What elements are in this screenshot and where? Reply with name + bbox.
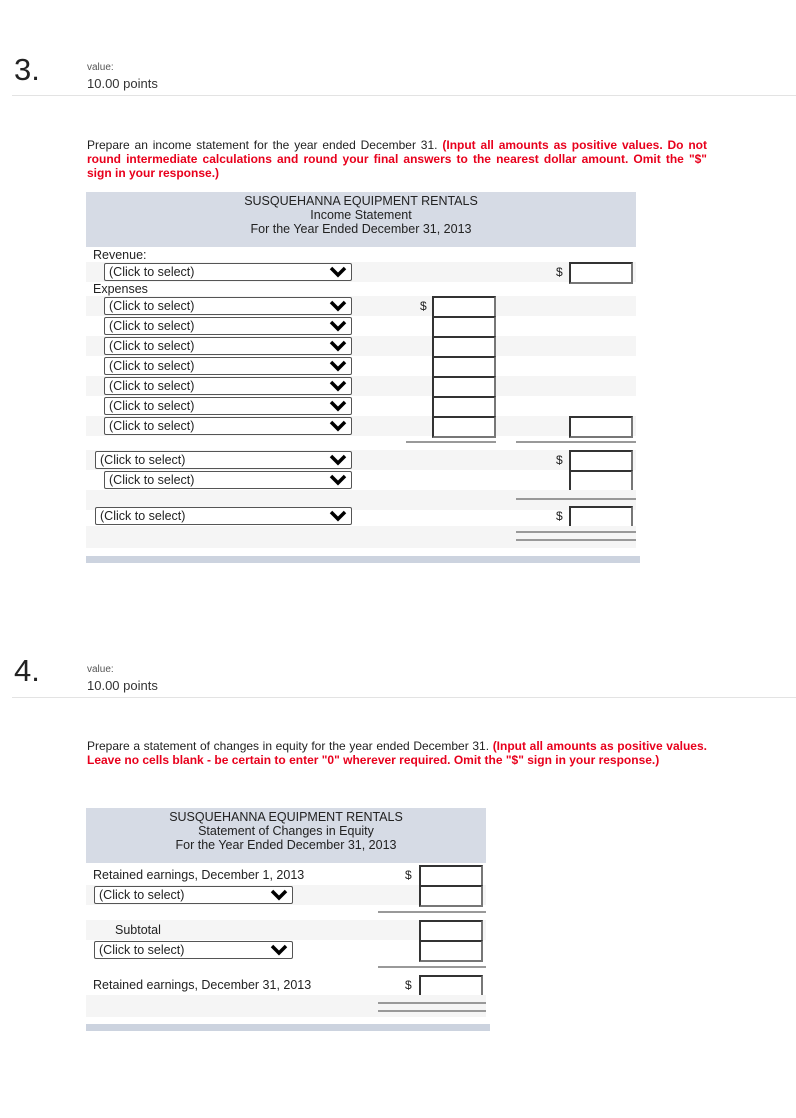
amount-input[interactable] (569, 470, 633, 492)
double-underline (516, 531, 636, 533)
points: 10.00 points (87, 76, 158, 91)
revenue-label: Revenue: (93, 248, 147, 262)
chevron-down-icon (329, 473, 347, 487)
company-name: SUSQUEHANNA EQUIPMENT RENTALS (169, 810, 403, 824)
account-select[interactable] (104, 417, 352, 435)
table-row (86, 995, 486, 1017)
account-select[interactable] (104, 337, 352, 355)
double-underline (516, 539, 636, 541)
select-value: (Click to select) (109, 359, 195, 373)
statement-title: Income Statement (310, 208, 412, 222)
select-value: (Click to select) (100, 509, 186, 523)
question-number: 4. (14, 653, 40, 688)
amount-input[interactable] (432, 296, 496, 318)
account-select[interactable] (94, 886, 293, 904)
chevron-down-icon (329, 399, 347, 413)
dollar-sign: $ (556, 265, 563, 279)
dollar-sign: $ (556, 453, 563, 467)
select-value: (Click to select) (109, 473, 195, 487)
instructions-emphasis: (Input all amounts as positive values. Leave no cells blank - be certain to enter "0" wherever required. Omit the "$" sign in your response.) (87, 739, 707, 767)
amount-input[interactable] (432, 356, 496, 378)
subtotal-label: Subtotal (115, 923, 161, 937)
account-select[interactable] (104, 317, 352, 335)
double-underline (378, 1010, 486, 1012)
account-select[interactable] (104, 377, 352, 395)
select-value: (Click to select) (99, 943, 185, 957)
expenses-label: Expenses (93, 282, 148, 296)
statement-header (86, 808, 486, 863)
amount-input[interactable] (432, 396, 496, 418)
question-number: 3. (14, 52, 40, 87)
dollar-sign: $ (420, 299, 427, 313)
account-select[interactable] (104, 297, 352, 315)
select-value: (Click to select) (109, 299, 195, 313)
points: 10.00 points (87, 678, 158, 693)
chevron-down-icon (329, 265, 347, 279)
select-value: (Click to select) (109, 339, 195, 353)
account-select[interactable] (94, 941, 293, 959)
statement-title: Statement of Changes in Equity (198, 824, 374, 838)
select-value: (Click to select) (109, 419, 195, 433)
amount-input[interactable] (569, 506, 633, 528)
amount-input[interactable] (432, 316, 496, 338)
amount-input[interactable] (419, 865, 483, 887)
amount-input[interactable] (419, 975, 483, 997)
account-select[interactable] (104, 397, 352, 415)
chevron-down-icon (270, 943, 288, 957)
chevron-down-icon (329, 453, 347, 467)
amount-input[interactable] (419, 920, 483, 942)
underline (516, 441, 636, 443)
account-select[interactable] (95, 507, 352, 525)
chevron-down-icon (270, 888, 288, 902)
dollar-sign: $ (405, 868, 412, 882)
account-select[interactable] (95, 451, 352, 469)
chevron-down-icon (329, 419, 347, 433)
chevron-down-icon (329, 509, 347, 523)
select-value: (Click to select) (109, 379, 195, 393)
value-label: value: (87, 664, 114, 675)
divider (12, 697, 796, 698)
instructions (87, 138, 707, 180)
account-select[interactable] (104, 471, 352, 489)
select-value: (Click to select) (109, 399, 195, 413)
amount-input[interactable] (419, 885, 483, 907)
instructions-text: Prepare a statement of changes in equity for the year ended December 31. (87, 739, 490, 753)
amount-input[interactable] (569, 416, 633, 438)
statement-period: For the Year Ended December 31, 2013 (250, 222, 472, 236)
retained-earnings-begin-label: Retained earnings, December 1, 2013 (93, 868, 305, 882)
underline (378, 966, 486, 968)
chevron-down-icon (329, 359, 347, 373)
underline (378, 911, 486, 913)
underline (516, 498, 636, 500)
amount-input[interactable] (432, 416, 496, 438)
amount-input[interactable] (419, 940, 483, 962)
chevron-down-icon (329, 339, 347, 353)
amount-input[interactable] (432, 376, 496, 398)
select-value: (Click to select) (109, 265, 195, 279)
account-select[interactable] (104, 357, 352, 375)
instructions-emphasis: (Input all amounts as positive values. Do not round intermediate calculations and round your final answers to the nearest dollar amount. Omit the "$" sign in your response.) (87, 138, 708, 180)
divider (12, 95, 796, 96)
chevron-down-icon (329, 299, 347, 313)
table-footer-bar (86, 1024, 490, 1031)
chevron-down-icon (329, 319, 347, 333)
value-label: value: (87, 62, 114, 73)
select-value: (Click to select) (99, 888, 185, 902)
statement-period: For the Year Ended December 31, 2013 (175, 838, 397, 852)
table-footer-bar (86, 556, 640, 563)
chevron-down-icon (329, 379, 347, 393)
instructions-text: Prepare an income statement for the year ended December 31. (87, 138, 438, 152)
select-value: (Click to select) (109, 319, 195, 333)
dollar-sign: $ (405, 978, 412, 992)
account-select[interactable] (104, 263, 352, 281)
amount-input[interactable] (432, 336, 496, 358)
table-row (86, 526, 636, 548)
statement-header (86, 192, 636, 247)
select-value: (Click to select) (100, 453, 186, 467)
underline (406, 441, 496, 443)
dollar-sign: $ (556, 509, 563, 523)
amount-input[interactable] (569, 450, 633, 472)
company-name: SUSQUEHANNA EQUIPMENT RENTALS (244, 194, 478, 208)
instructions (87, 739, 707, 767)
amount-input[interactable] (569, 262, 633, 284)
double-underline (378, 1002, 486, 1004)
retained-earnings-end-label: Retained earnings, December 31, 2013 (93, 978, 312, 992)
